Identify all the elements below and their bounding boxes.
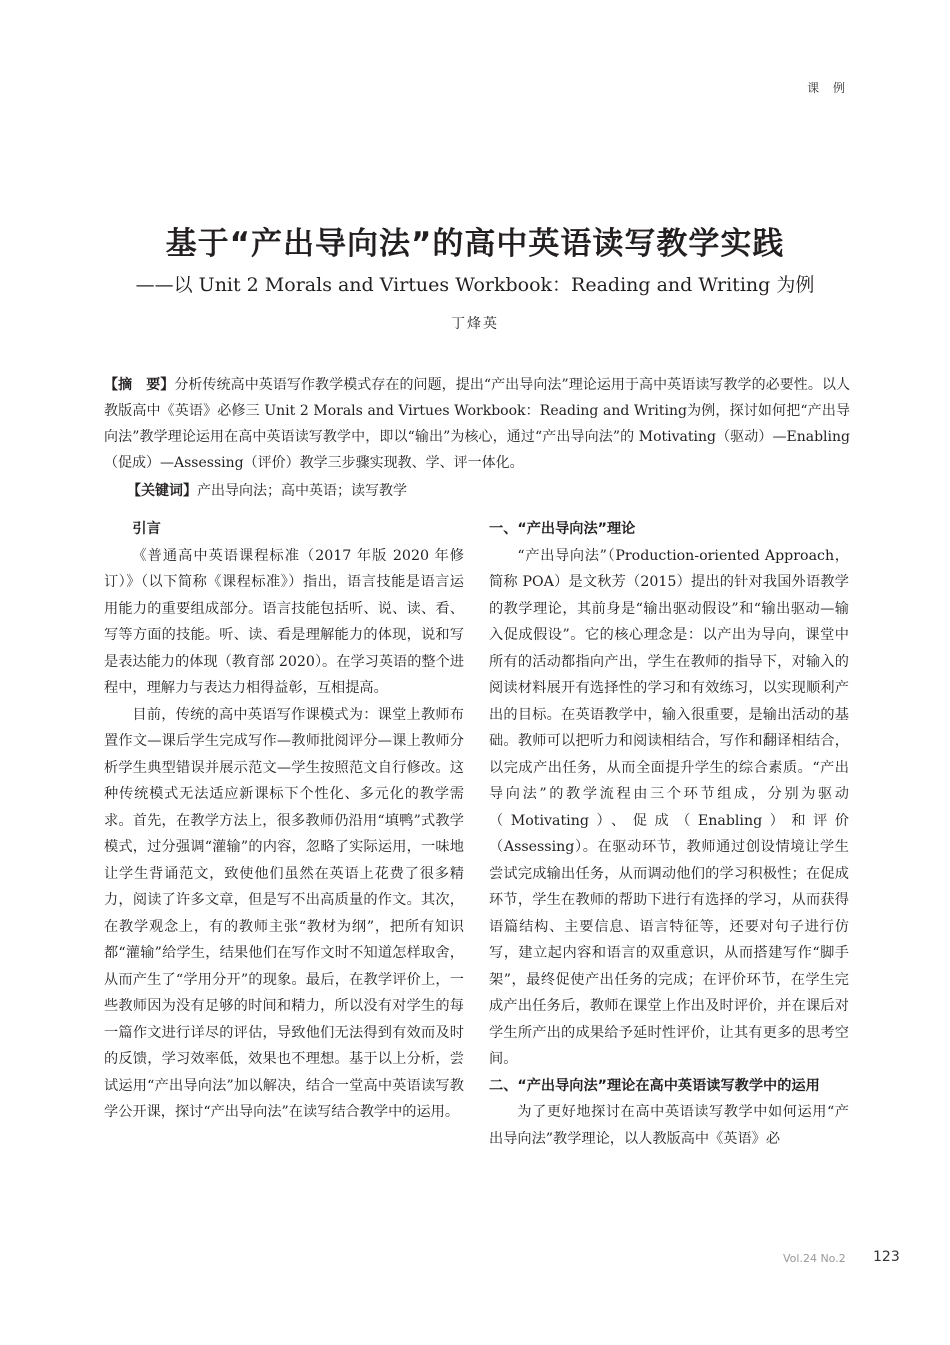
section-heading-2: 二、“产出导向法”理论在高中英语读写教学中的运用 [489, 1077, 820, 1094]
page-number: 123 [873, 1249, 900, 1265]
abstract-text: 分析传统高中英语写作教学模式存在的问题，提出“产出导向法”理论运用于高中英语读写教学的必要性。以人教版高中《英语》必修三 Unit 2 Morals and Virtues Workbook：Reading and Writing为例，探讨如何把“产出导向法”教学理论运用在高中英语读写教学中，即以“输出”为核心，通过“产出导向法”的 Motivating（驱动）—Enabling（促成）—Assessing（评价）教学三步骤实现教、学、评一体化。 [104, 377, 851, 471]
article-subtitle: ——以 Unit 2 Morals and Virtues Workbook：Reading and Writing 为例 [135, 274, 815, 296]
keywords-text: 产出导向法；高中英语；读写教学 [197, 483, 407, 499]
body-paragraph: 为了更好地探讨在高中英语读写教学中如何运用“产出导向法”教学理论，以人教版高中《英语》必 [489, 1104, 849, 1147]
body-paragraph: 目前，传统的高中英语写作课模式为：课堂上教师布置作文—课后学生完成写作—教师批阅评分—课上教师分析学生典型错误并展示范文—学生按照范文自行修改。这种传统模式无法适应新课标下个性化、多元化的教学需求。首先，在教学方法上，很多教师仍沿用“填鸭”式教学模式，过分强调“灌输”的内容，忽略了实际运用，一味地让学生背诵范文，致使他们虽然在英语上花费了很多精力，阅读了许多文章，但是写不出高质量的作文。其次，在教学观念上，有的教师主张“教材为纲”，把所有知识都“灌输”给学生，结果他们在写作文时不知道怎样取舍，从而产生了“学用分开”的现象。最后，在教学评价上，一些教师因为没有足够的时间和精力，所以没有对学生的每一篇作文进行详尽的评估，导致他们无法得到有效而及时的反馈，学习效率低，效果也不理想。基于以上分析，尝试运用“产出导向法”加以解决，结合一堂高中英语读写教学公开课，探讨“产出导向法”在读写结合教学中的运用。 [104, 706, 464, 1120]
intro-heading: 引言 [132, 521, 161, 537]
abstract [104, 372, 850, 476]
section-tag: 课 例 [807, 81, 850, 95]
article-title: 基于“产出导向法”的高中英语读写教学实践 [165, 226, 785, 262]
keywords [127, 478, 850, 504]
body-paragraph: 《普通高中英语课程标准（2017 年版 2020 年修订）》（以下简称《课程标准》）指出，语言技能是语言运用能力的重要组成部分。语言技能包括听、说、读、看、写等方面的技能。听、读、看是理解能力的体现，说和写是表达能力的体现（教育部 2020）。在学习英语的整个进程中，理解力与表达力相得益彰，互相提高。 [104, 547, 464, 696]
body-paragraph: “产出导向法”（Production-oriented Approach，简称 POA）是文秋芳（2015）提出的针对我国外语教学的教学理论，其前身是“输出驱动假设”和“输出驱动—输入促成假设”。它的核心理念是：以产出为导向，课堂中所有的活动都指向产出，学生在教师的指导下，对输入的阅读材料展开有选择性的学习和有效练习，以实现顺利产出的目标。在英语教学中，输入很重要，是输出活动的基础。教师可以把听力和阅读相结合，写作和翻译相结合，以完成产出任务，从而全面提升学生的综合素质。“产出导向法”的教学流程由三个环节组成，分别为驱动（Motivating）、促成（Enabling）和评价（Assessing）。在驱动环节，教师通过创设情境让学生尝试完成输出任务，从而调动他们的学习积极性；在促成环节，学生在教师的帮助下进行有选择的学习，从而获得语篇结构、主要信息、语言特征等，还要对句子进行仿写，建立起内容和语言的双重意识，从而搭建写作“脚手架”，最终促使产出任务的完成；在评价环节，在学生完成产出任务后，教师在课堂上作出及时评价，并在课后对学生所产出的成果给予延时性评价，让其有更多的思考空间。 [489, 547, 849, 1067]
section-heading-1: 一、“产出导向法”理论 [489, 521, 636, 537]
left-column [104, 516, 464, 1126]
keywords-label: 【关键词】 [127, 483, 197, 499]
abstract-label: 【摘 要】 [104, 377, 175, 393]
footer-volume: Vol.24 No.2 [783, 1252, 846, 1265]
right-column [489, 516, 849, 1152]
author-name: 丁烽英 [451, 316, 499, 332]
